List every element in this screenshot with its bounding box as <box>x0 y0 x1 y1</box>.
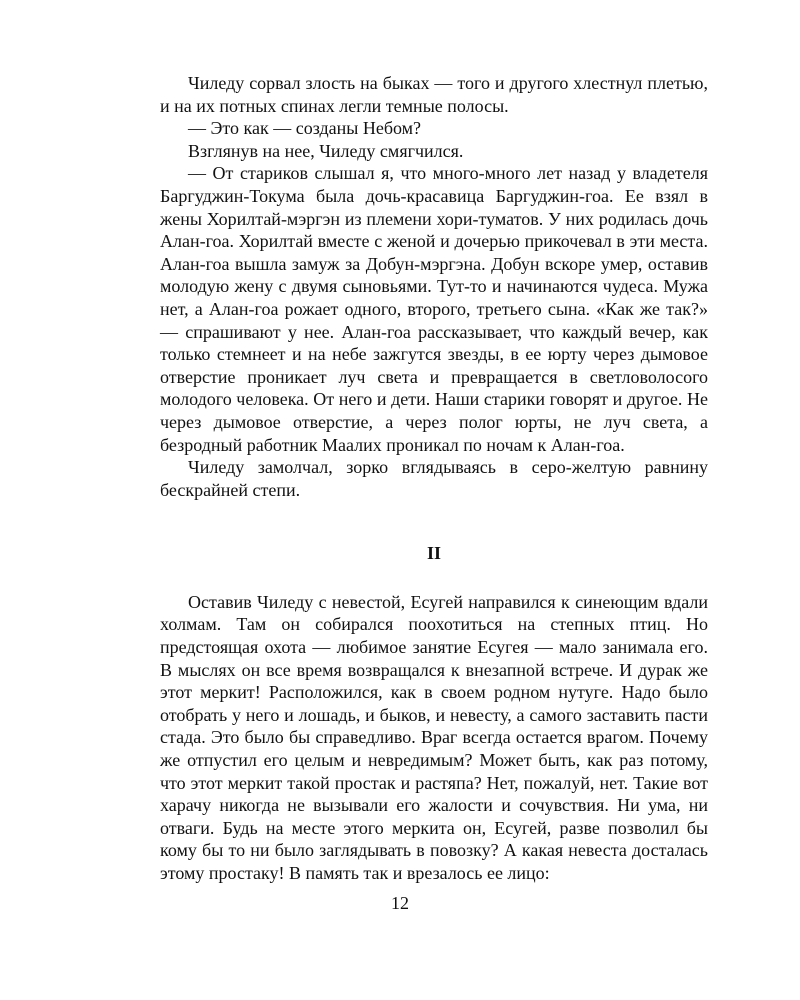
page-number: 12 <box>391 893 409 913</box>
paragraph: Чиледу замолчал, зорко вглядываясь в серо-желтую равнину бескрайней степи. <box>160 457 708 500</box>
paragraph: — От стариков слышал я, что много-много лет назад у владетеля Баргуджин-Токума была дочь-красавица Баргуджин-гоа. Ее взял в жены Хорилтай-мэргэн из племени хори-туматов. У них родилась дочь Алан-гоа. Хорилтай вместе с женой и дочерью прикочевал в эти места. Алан-гоа вышла замуж за Добун-мэргэна. Добун вскоре умер, оставив молодую жену с двумя сыновьями. Тут-то и начинаются чудеса. Мужа нет, а Алан-гоа рожает одного, второго, третьего сына. «Как же так?» — спрашивают у нее. Алан-гоа рассказывает, что каждый вечер, как только стемнеет и на небе зажгутся звезды, в ее юрту через дымовое отверстие проникает луч света и превращается в светловолосого молодого человека. От него и дети. Наши старики говорят и другое. Не через дымовое отверстие, а через полог юрты, не луч света, а безродный работник Маалих проникал по ночам к Алан-гоа. <box>160 163 708 455</box>
paragraph: Чиледу сорвал злость на быках — того и другого хлестнул плетью, и на их потных спинах легли темные полосы. <box>160 73 708 116</box>
paragraph: Взглянув на нее, Чиледу смягчился. <box>188 140 464 161</box>
paragraph: Оставив Чиледу с невестой, Есугей направился к синеющим вдали холмам. Там он собирался поохотиться на степных птиц. Но предстоящая охота — любимое занятие Есугея — мало занимала его. В мыслях он все время возвращался к внезапной встрече. И дурак же этот меркит! Расположился, как в своем родном нутуге. Надо было отобрать у него и лошадь, и быков, и невесту, а самого заставить пасти стада. Это было бы справедливо. Враг всегда остается врагом. Почему же отпустил его целым и невредимым? Может быть, как раз потому, что этот меркит такой простак и растяпа? Нет, пожалуй, нет. Такие вот харачу никогда не вызывали его жалости и сочувствия. Ни ума, ни отваги. Будь на месте этого меркита он, Есугей, разве позволил бы кому бы то ни было заглядывать в повозку? А какая невеста досталась этому простаку! В память так и врезалось ее лицо: <box>160 591 708 883</box>
paragraph: — Это как — созданы Небом? <box>188 118 422 139</box>
chapter-heading: II <box>426 543 441 564</box>
book-page <box>160 72 708 885</box>
